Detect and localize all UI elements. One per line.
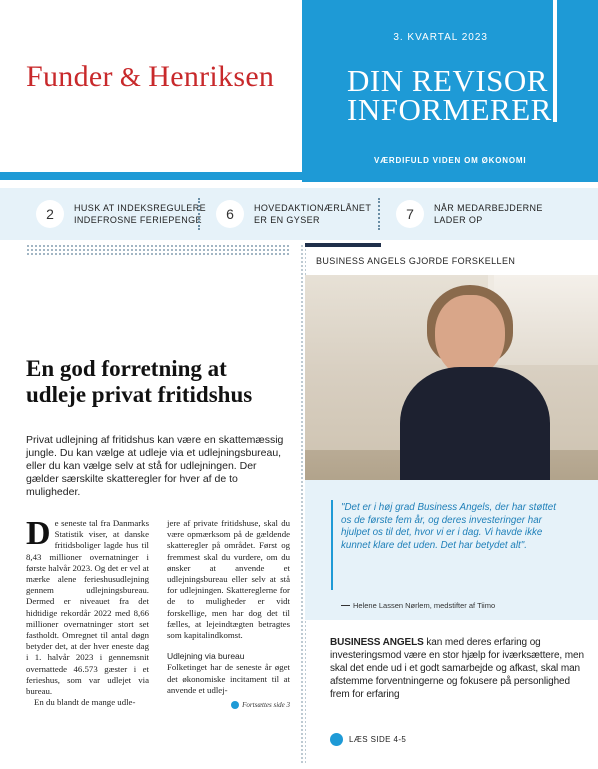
read-more-link[interactable] [330, 733, 406, 746]
teaser-item[interactable] [36, 200, 216, 228]
continued-link[interactable] [167, 700, 290, 711]
column-1-paragraph-1: e seneste tal fra Danmarks Statistik viser, at danske fritidsboliger lagde hus til 8,43 millioner overnatninger i første halvår 2023. Og det er vel at mærke alene ferieshusudlejning gennem udlejningsbureau. Dermed er niveauet fra det hidtidige rekordår 2022 med 8,66 millioner overnatninger stort set fastholdt. Omregnet til antal døgn betyder det, at der hver eneste dag i 1. halvår 2023 i gennemsnit overnattede 46.573 gæster i et ferieshus, som var udlejet via bureau. [26, 518, 149, 697]
read-more-text: LÆS SIDE 4-5 [349, 735, 407, 744]
teaser-item[interactable] [396, 200, 576, 228]
quote-rule [331, 500, 333, 590]
sidebar-text-rest: kan med deres erfaring og investeringsmod være en stor hjælp for iværksættere, men skal det ende ud i et godt samarbejde og afkast, skal man afstemme forventningerne og fokusere på personlighed frem for erfaring [330, 637, 584, 700]
quote-box [305, 480, 598, 620]
teaser-page-number: 6 [216, 200, 244, 228]
masthead-corner-block [553, 0, 598, 122]
newsletter-title [347, 63, 552, 127]
sidebar-accent-bar [305, 243, 381, 247]
teaser-divider [198, 198, 200, 230]
teaser-page-number: 7 [396, 200, 424, 228]
column-2-paragraph-1: jere af private fritidshuse, skal du være opmærksom på de gældende skatteregler på området. Først og fremmest skal du vurdere, om du ønsker at anvende et udlejningsbureau eller selv at stå for udlejningen. Skattereglerne for de to muligheder er vidt forskellige, men har dog det til fælles, at lejeindtægten betragtes som kapitalindkomst. [167, 518, 290, 641]
sidebar-text-bold: BUSINESS ANGELS [330, 637, 424, 648]
tagline: VÆRDIFULD VIDEN OM ØKONOMI [374, 156, 527, 165]
company-logo [26, 60, 274, 94]
column-1-paragraph-2: En du blandt de mange udle- [34, 697, 136, 708]
teaser-item[interactable] [216, 200, 396, 228]
header-stripe [0, 172, 302, 180]
logo-first-word: Funder [26, 60, 113, 93]
teaser-text [74, 202, 206, 226]
teaser-bar [0, 188, 598, 240]
logo-second-word: Henriksen [148, 60, 275, 93]
arrow-icon [330, 733, 343, 746]
dotted-divider [26, 244, 290, 256]
drop-cap: D [26, 515, 51, 552]
continued-text: Fortsættes side 3 [242, 701, 290, 710]
article-subheading: Udlejning via bureau [167, 651, 245, 662]
teaser-line-1: HUSK AT INDEKSREGULERE [74, 203, 207, 213]
teaser-line-2: INDEFROSNE FERIEPENGE [74, 215, 202, 225]
byline-dash [341, 605, 350, 606]
quote-byline: Helene Lassen Nørlem, medstifter af Tiimo [353, 601, 496, 610]
teaser-page-number: 2 [36, 200, 64, 228]
teaser-line-1: HOVEDAKTIONÆRLÅNET [254, 203, 372, 213]
title-line-2: INFORMERER [347, 92, 552, 127]
teaser-line-2: ER EN GYSER [254, 215, 320, 225]
teaser-text [254, 202, 371, 226]
teaser-line-2: LADER OP [434, 215, 483, 225]
article-lead: Privat udlejning af fritidshus kan være en skattemæssig jungle. Du kan vælge at udleje via et udlejningsbureau, eller du kan vælge selv at stå for udlejningen. Der gælder særskilte skatteregler for hver af de to muligheder. [26, 434, 284, 498]
sidebar-label: BUSINESS ANGELS GJORDE FORSKELLEN [316, 256, 516, 266]
sidebar-teaser-text [330, 636, 585, 701]
article-column-1 [26, 515, 149, 738]
article-body [26, 515, 290, 738]
pull-quote: "Det er i høj grad Business Angels, der har støttet os de første fem år, og deres investeringer har hjulpet os til det, hvor vi er i dag. Vi havde ikke kunnet klare det uden. Det har betydet alt". [341, 502, 556, 551]
teaser-divider [378, 198, 380, 230]
photo-face [435, 295, 505, 377]
column-2-paragraph-2: Folketinget har de seneste år øget det økonomiske incitament til at anvende et udlej- [167, 662, 290, 695]
page-header [0, 0, 598, 182]
issue-label: 3. KVARTAL 2023 [393, 32, 488, 43]
teaser-line-1: NÅR MEDARBEJDERNE [434, 203, 543, 213]
article-column-2 [167, 518, 290, 738]
article-headline: En god forretning at udleje privat fritidshus [26, 356, 253, 407]
teaser-text [434, 202, 543, 226]
arrow-icon [231, 701, 239, 709]
title-line-1: DIN REVISOR [347, 63, 548, 98]
logo-ampersand: & [119, 62, 142, 92]
